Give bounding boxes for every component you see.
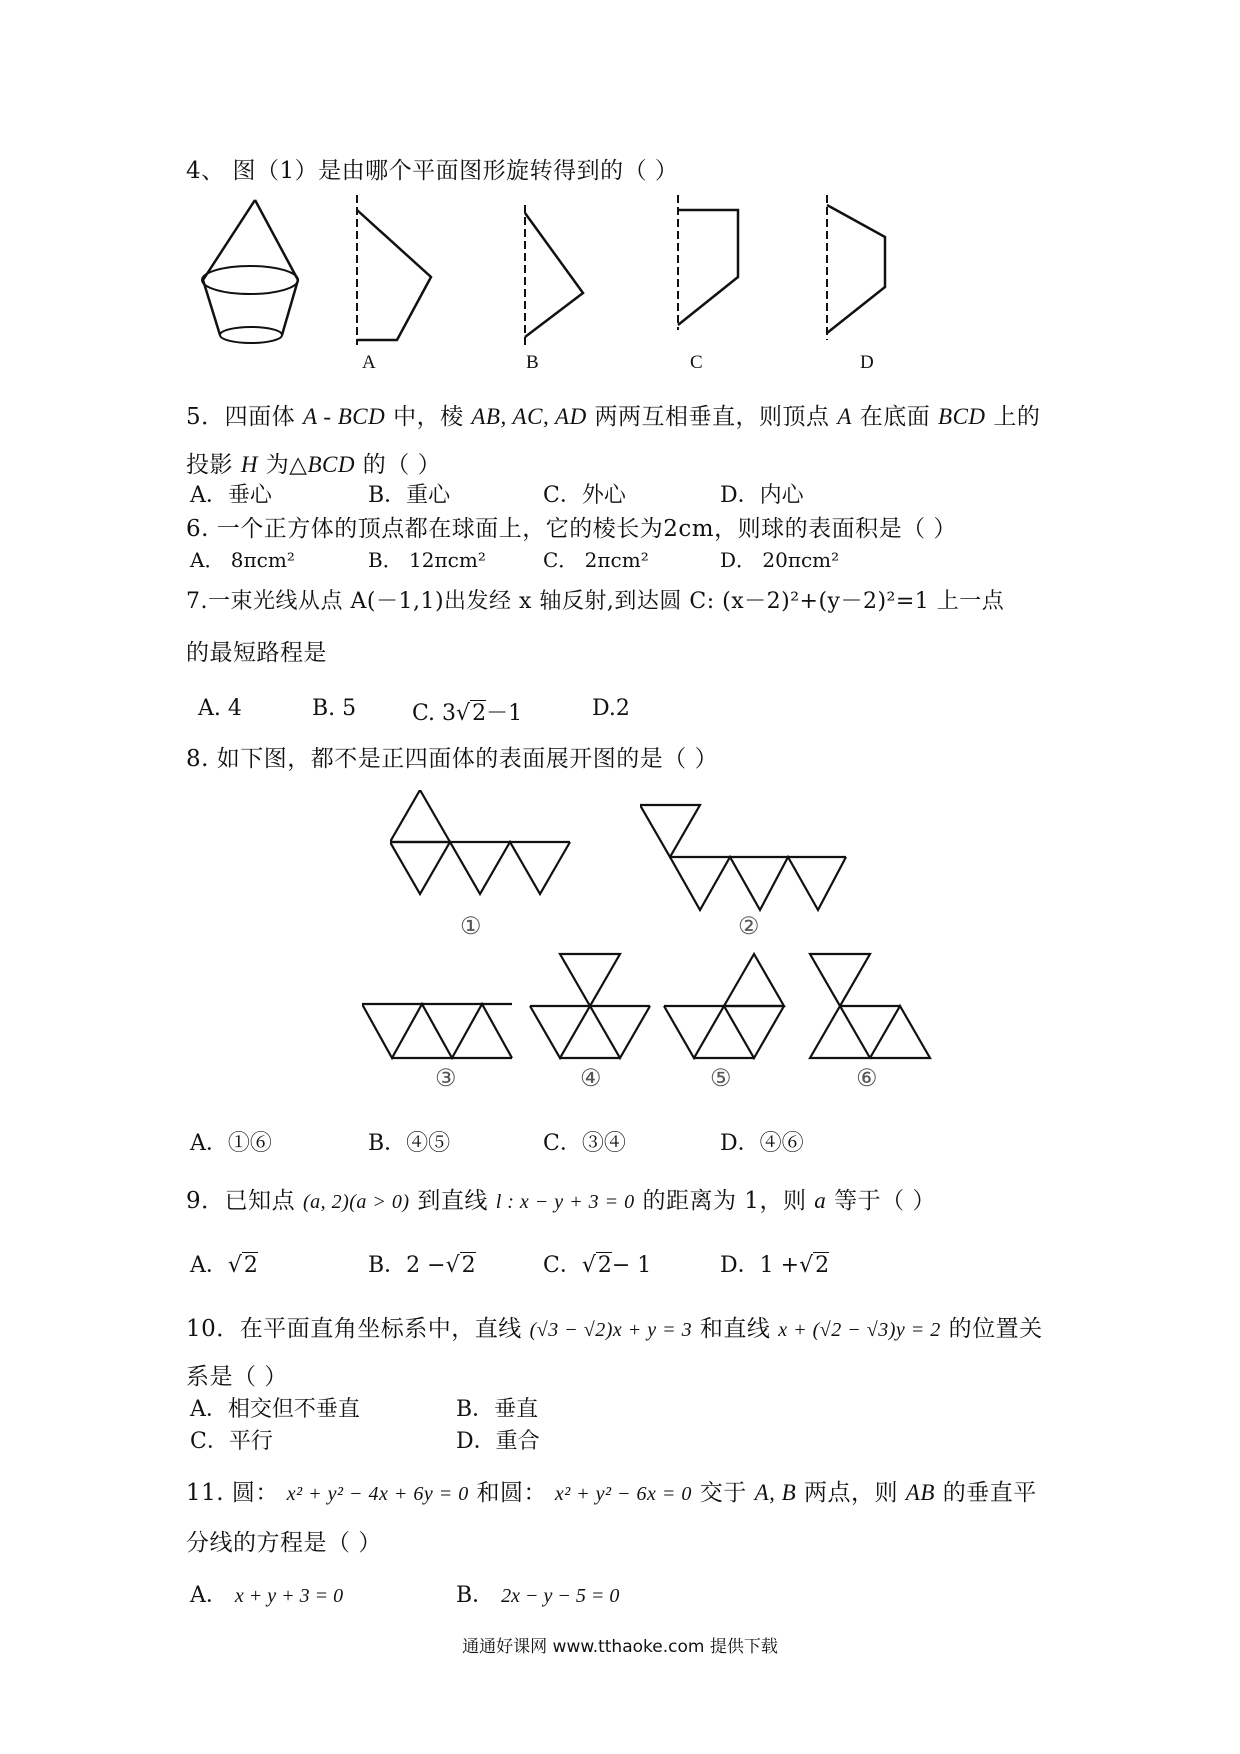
q6-option-d[interactable]: D． 20πcm²	[720, 548, 840, 572]
q8-stem: 8. 如下图，都不是正四面体的表面展开图的是（ ）	[186, 746, 719, 772]
q5-math-triangle: BCD	[307, 452, 355, 477]
q7-line-2: 的最短路程是	[186, 640, 327, 666]
q10-option-c[interactable]: C．平行	[190, 1429, 273, 1454]
q11-text-b: 和圆：	[476, 1480, 547, 1506]
q5-math-h: H	[240, 452, 258, 477]
q8-label-1: ①	[460, 912, 482, 940]
q10-text-a: 10．在平面直角坐标系中，直线	[186, 1316, 522, 1342]
q8-label-5: ⑤	[710, 1064, 732, 1092]
q6-option-b[interactable]: B． 12πcm²	[368, 548, 486, 572]
q8-net-1	[390, 790, 580, 910]
q7-option-c-radicand: 2	[472, 701, 487, 726]
q4-label-c: C	[690, 352, 703, 373]
q10-math-line-1: (√3 − √2)x + y = 3	[529, 1319, 693, 1341]
q10-option-b[interactable]: B．垂直	[456, 1397, 539, 1422]
q5-text-c: 两两互相垂直，则顶点	[594, 404, 830, 430]
q7-option-d[interactable]: D.2	[592, 696, 630, 721]
q4-label-a: A	[362, 352, 376, 373]
q9-option-c[interactable]	[543, 1248, 651, 1279]
q5-option-c[interactable]: C．外心	[543, 483, 626, 508]
q7-option-b[interactable]: B. 5	[312, 696, 357, 721]
q10-line-1	[186, 1310, 1043, 1343]
q11-option-a-eq: x + y + 3 = 0	[234, 1585, 344, 1607]
q7-option-c-coef: C. 3	[412, 701, 457, 726]
q5-math-vertex: A	[837, 404, 852, 429]
q4-label-d: D	[860, 352, 874, 373]
q5-text-a: 5．四面体	[186, 404, 296, 430]
q11-math-circle-2: x² + y² − 6x = 0	[554, 1483, 692, 1505]
q9-option-c-radicand: 2	[597, 1253, 612, 1278]
q9-option-a-letter: A．	[190, 1253, 228, 1278]
q7-option-c-tail: －1	[486, 701, 523, 726]
q9-stem	[186, 1182, 936, 1215]
q9-text-d: 等于（ ）	[834, 1188, 936, 1214]
q11-text-e: 的垂直平	[942, 1480, 1037, 1506]
q11-option-b-letter: B．	[456, 1583, 495, 1608]
q4-stem: 4、 图（1）是由哪个平面图形旋转得到的（ ）	[186, 158, 679, 184]
q8-net-4	[528, 952, 653, 1064]
q5-option-d[interactable]: D．内心	[720, 483, 804, 508]
q10-math-line-2: x + (√2 − √3)y = 2	[778, 1319, 941, 1341]
q9-text-a: 9．已知点	[186, 1188, 296, 1214]
q9-option-d-letter: D．	[720, 1253, 760, 1278]
q8-label-6: ⑥	[856, 1064, 878, 1092]
q9-option-b[interactable]	[368, 1248, 476, 1279]
q11-line-2: 分线的方程是（ ）	[186, 1530, 382, 1556]
q8-net-6	[808, 952, 933, 1064]
sqrt-symbol-icon: √2	[456, 701, 487, 726]
q9-option-b-pre: 2 −	[406, 1253, 446, 1278]
q10-text-c: 的位置关	[948, 1316, 1043, 1342]
q4-option-d-figure	[815, 195, 905, 345]
q9-option-d-pre: 1 +	[759, 1253, 800, 1278]
q11-option-a[interactable]	[190, 1578, 343, 1609]
q4-figure-1-solid	[195, 195, 305, 355]
q7-line-1: 7.一束光线从点 A(－1,1)出发经 x 轴反射,到达圆 C: (x－2)²+(y－2)²=1 上一点	[186, 589, 1005, 614]
q4-option-a-figure	[345, 195, 445, 345]
q8-option-b[interactable]: B．④⑤	[368, 1131, 451, 1156]
q5-text-b: 中，棱	[393, 404, 464, 430]
q9-option-b-radicand: 2	[461, 1253, 476, 1278]
sqrt-symbol-icon: √2	[799, 1253, 830, 1278]
q10-option-a[interactable]: A．相交但不垂直	[190, 1397, 360, 1422]
q9-option-a[interactable]	[190, 1248, 258, 1279]
q10-line-2: 系是（ ）	[186, 1364, 288, 1390]
q8-label-3: ③	[435, 1064, 457, 1092]
q5-line-2	[186, 446, 441, 479]
q9-option-b-letter: B．	[368, 1253, 407, 1278]
q9-option-c-letter: C．	[543, 1253, 582, 1278]
page-footer: 通通好课网 www.tthaoke.com 提供下载	[462, 1637, 778, 1657]
q5-math-edges: AB, AC, AD	[471, 404, 587, 429]
sqrt-symbol-icon: √2	[581, 1253, 612, 1278]
q11-text-c: 交于	[699, 1480, 747, 1506]
q5-math-tetrahedron: A - BCD	[302, 404, 386, 429]
q11-math-segment: AB	[905, 1480, 935, 1505]
q9-text-b: 到直线	[417, 1188, 488, 1214]
q6-option-a[interactable]: A． 8πcm²	[190, 548, 295, 572]
sqrt-symbol-icon: √2	[445, 1253, 476, 1278]
q11-math-circle-1: x² + y² − 4x + 6y = 0	[286, 1483, 469, 1505]
q7-option-a[interactable]: A. 4	[198, 696, 242, 721]
q5-line-1	[186, 398, 1040, 431]
q9-math-point: (a, 2)(a > 0)	[302, 1191, 410, 1213]
q8-label-2: ②	[738, 912, 760, 940]
q9-math-a: a	[814, 1188, 827, 1213]
q6-option-c[interactable]: C． 2πcm²	[543, 548, 649, 572]
q8-option-a[interactable]: A．①⑥	[190, 1131, 272, 1156]
q5-text-h: 的（ ）	[362, 452, 442, 478]
q9-option-d[interactable]	[720, 1248, 829, 1279]
q5-option-b[interactable]: B．重心	[368, 483, 451, 508]
q10-text-b: 和直线	[699, 1316, 771, 1342]
q4-option-b-figure	[513, 205, 593, 345]
q5-text-e: 上的	[993, 404, 1041, 430]
q9-text-c: 的距离为 1，则	[642, 1188, 807, 1214]
q8-option-d[interactable]: D．④⑥	[720, 1131, 804, 1156]
q8-option-c[interactable]: C．③④	[543, 1131, 626, 1156]
q5-text-g: 为△	[265, 452, 308, 478]
q5-text-f: 投影	[186, 452, 233, 478]
q4-option-c-figure	[666, 195, 746, 335]
q11-text-d: 两点，则	[803, 1480, 898, 1506]
q6-stem: 6. 一个正方体的顶点都在球面上，它的棱长为2cm，则球的表面积是（ ）	[186, 516, 957, 542]
q8-net-2	[640, 800, 850, 915]
q5-text-d: 在底面	[859, 404, 931, 430]
sqrt-symbol-icon: √2	[227, 1253, 258, 1278]
q11-option-b[interactable]	[456, 1578, 619, 1609]
q10-option-d[interactable]: D．重合	[456, 1429, 540, 1454]
q7-option-c[interactable]	[412, 696, 522, 727]
q8-net-3	[362, 1002, 522, 1062]
q9-option-a-radicand: 2	[243, 1253, 258, 1278]
q5-option-a[interactable]: A．垂心	[190, 483, 272, 508]
q11-text-a: 11. 圆：	[186, 1480, 279, 1506]
q11-option-b-eq: 2x − y − 5 = 0	[501, 1585, 620, 1607]
q11-math-points: A, B	[754, 1480, 797, 1505]
q5-math-base: BCD	[938, 404, 986, 429]
q9-option-c-post: − 1	[611, 1253, 652, 1278]
q8-label-4: ④	[580, 1064, 602, 1092]
q11-option-a-letter: A．	[190, 1583, 228, 1608]
q8-net-5	[662, 952, 787, 1064]
q9-option-d-radicand: 2	[815, 1253, 830, 1278]
q9-math-line: l : x − y + 3 = 0	[495, 1191, 635, 1213]
q4-label-b: B	[526, 352, 539, 373]
q11-line-1	[186, 1474, 1037, 1507]
